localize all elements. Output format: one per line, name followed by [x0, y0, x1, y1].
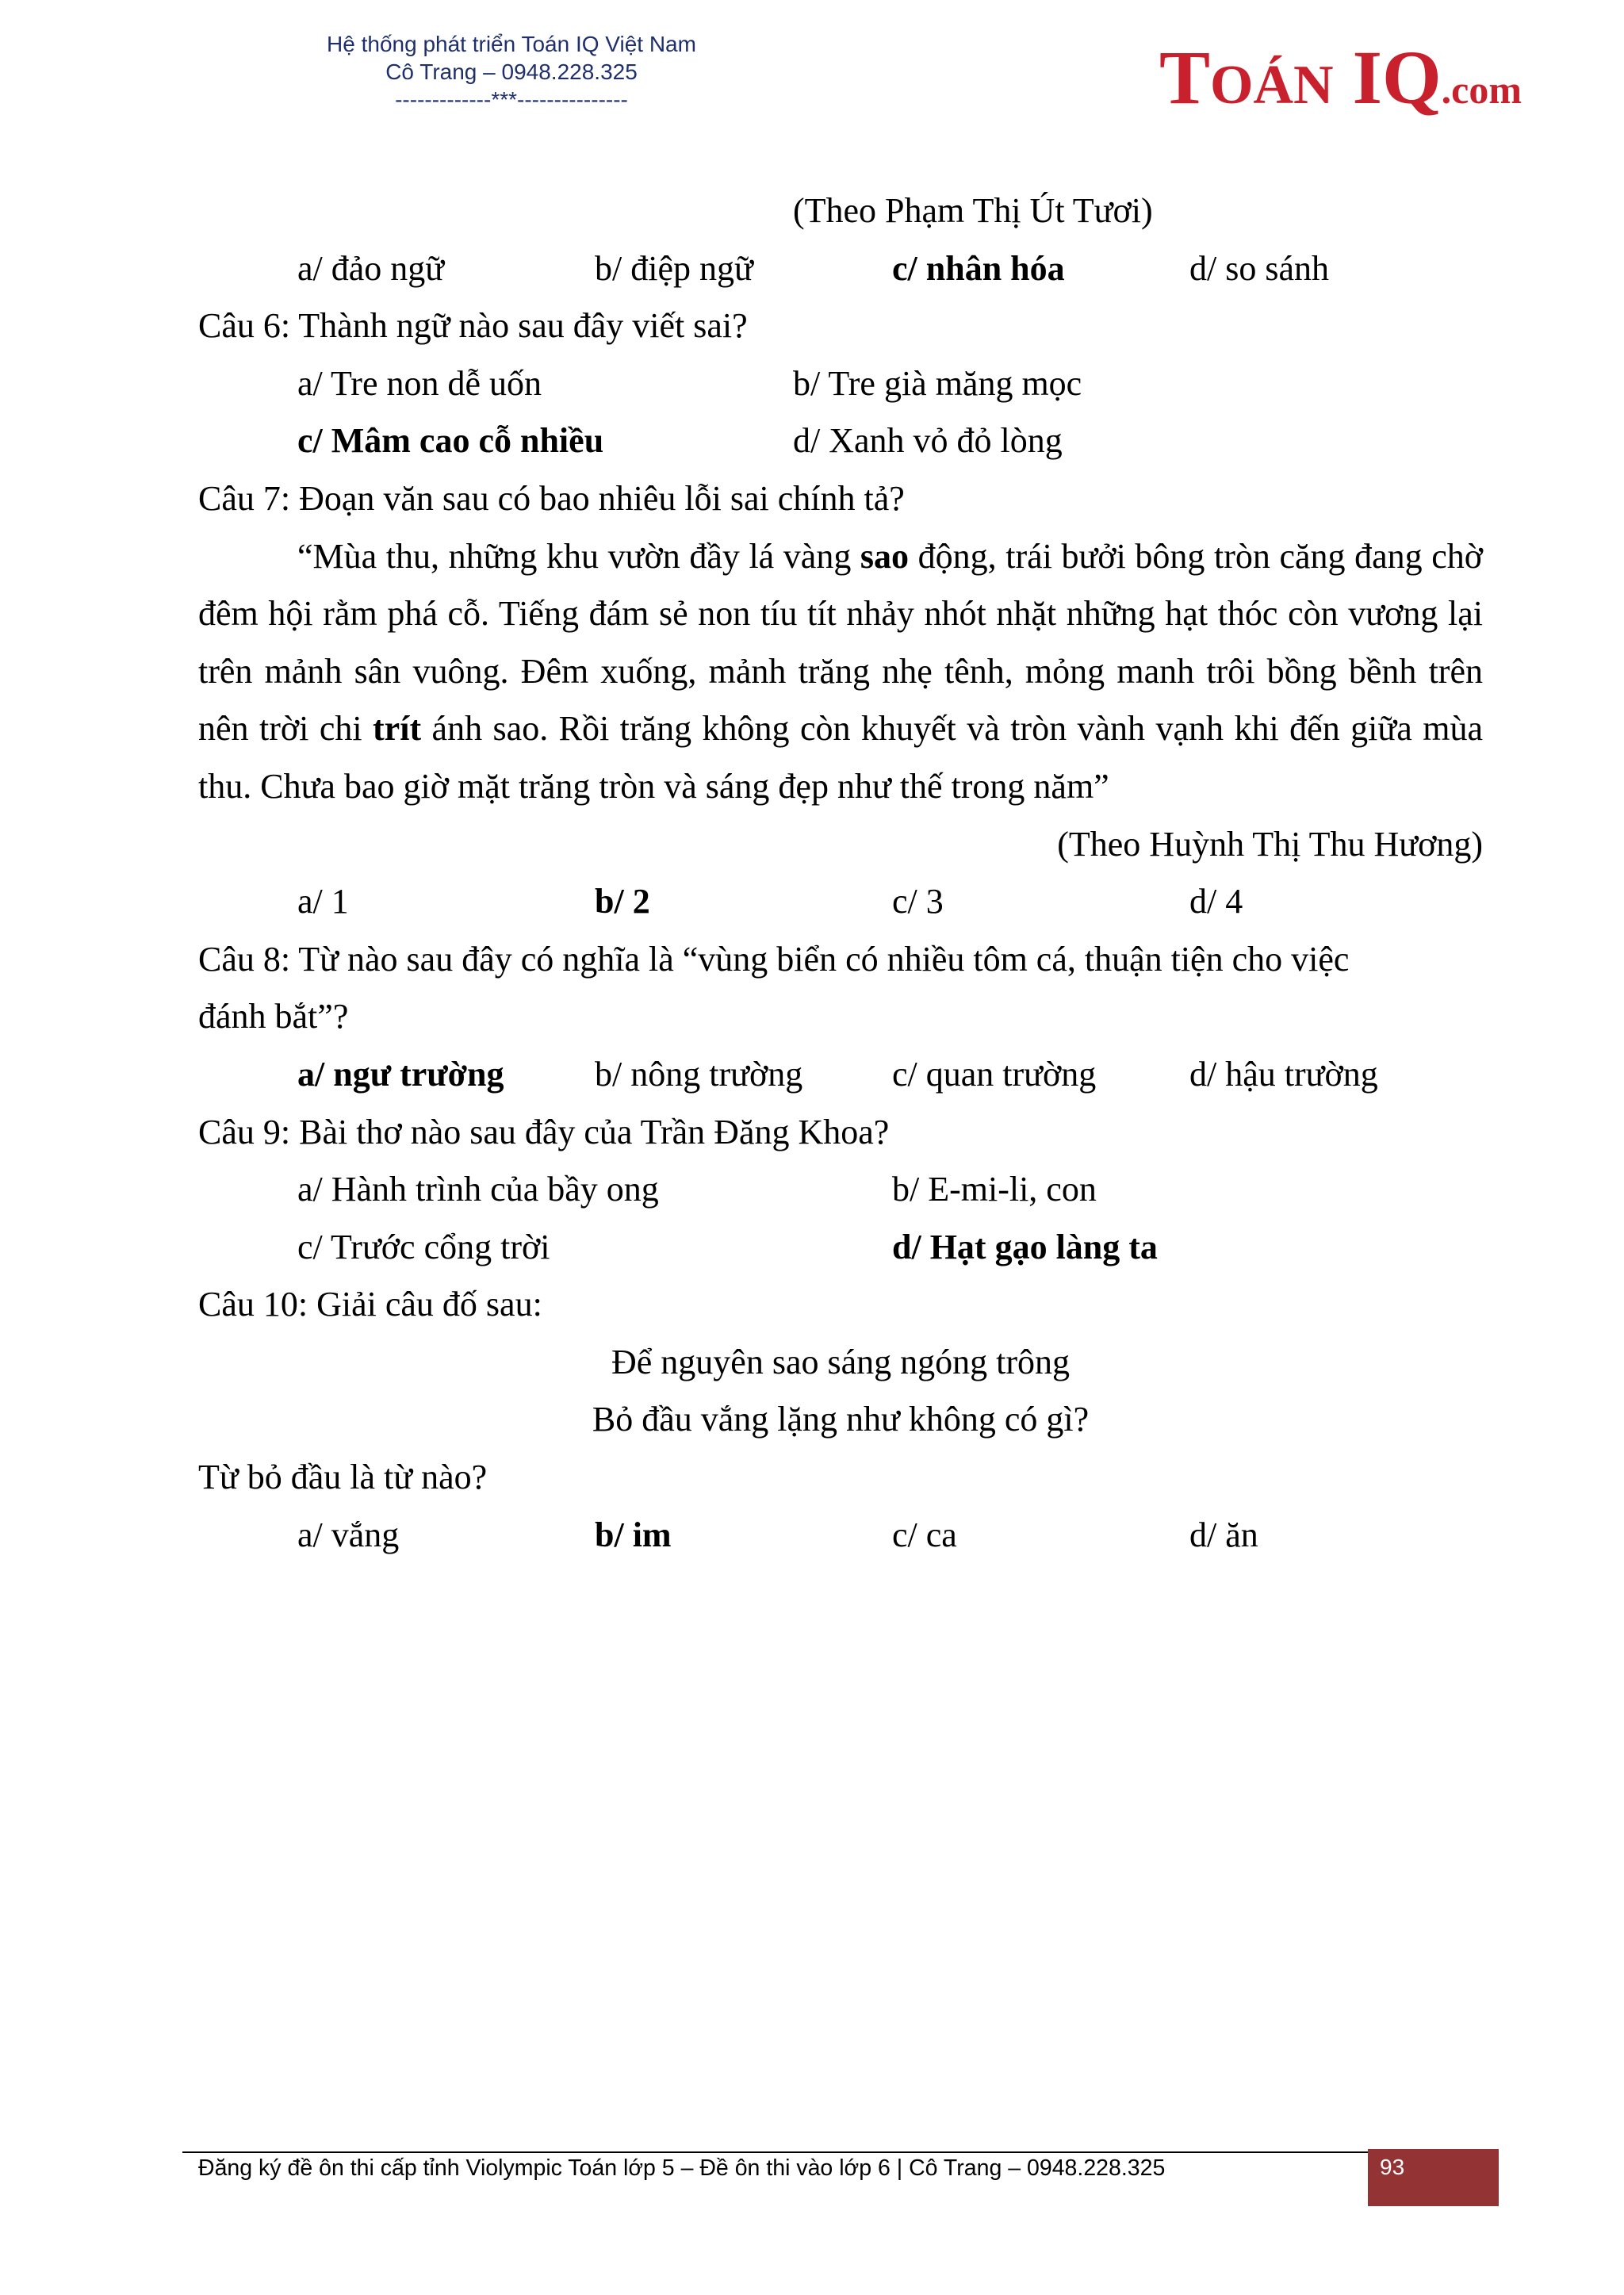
page-number: 93: [1368, 2149, 1499, 2206]
q10-question: Câu 10: Giải câu đố sau:: [198, 1285, 542, 1324]
q8-options-row: [198, 1046, 1483, 1104]
q7-attribution: (Theo Huỳnh Thị Thu Hương): [1057, 824, 1483, 864]
q10-option-c: c/ ca: [892, 1515, 957, 1554]
attribution-line: (Theo Phạm Thị Út Tươi): [793, 191, 1153, 230]
q6-option-c-answer: c/ Mâm cao cỗ nhiều: [297, 421, 604, 461]
header-line-2: Cô Trang – 0948.228.325: [385, 59, 638, 84]
q7-passage: “Mùa thu, những khu vườn đầy lá vàng sao động, trái bưởi bông tròn căng đang chờ đêm hội rằm phá cỗ. Tiếng đám sẻ non tíu tít nhảy nhót nhặt những hạt thóc còn vương lại trên mảnh sân vuông. Đêm xuống, mảnh trăng nhẹ tênh, mỏng manh trôi bồng bềnh trên nên trời chi trít ánh sao. Rồi trăng không còn khuyết và tròn vành vạnh khi đến giữa mùa thu. Chưa bao giờ mặt trăng tròn và sáng đẹp như thế trong năm”: [198, 536, 1484, 806]
q10-sub-question: Từ bỏ đầu là từ nào?: [198, 1458, 488, 1497]
riddle-line-2: Bỏ đầu vắng lặng như không có gì?: [592, 1400, 1090, 1439]
q8-option-c: c/ quan trường: [892, 1054, 1097, 1094]
q9-option-c: c/ Trước cổng trời: [297, 1227, 550, 1266]
footer-text: Đăng ký đề ôn thi cấp tỉnh Violympic Toán lớp 5 – Đề ôn thi vào lớp 6 | Cô Trang – 0948.228.325: [198, 2155, 1166, 2181]
footer-divider: [182, 2151, 1372, 2153]
q6-option-a: a/ Tre non dễ uốn: [297, 363, 542, 403]
q7-option-c: c/ 3: [892, 882, 944, 921]
q8-question-line-1: Câu 8: Từ nào sau đây có nghĩa là “vùng biển có nhiều tôm cá, thuận tiện cho việc: [198, 939, 1350, 979]
q9-option-a: a/ Hành trình của bầy ong: [297, 1170, 659, 1209]
q9-option-b: b/ E-mi-li, con: [892, 1170, 1097, 1209]
document-body: [198, 182, 1483, 1564]
q6-options-row-2: [198, 412, 1483, 470]
page-header: [285, 30, 737, 113]
q8-question-line-2: đánh bắt”?: [198, 997, 349, 1036]
q10-option-d: d/ ăn: [1189, 1515, 1258, 1554]
q10-option-a: a/ vắng: [297, 1515, 400, 1554]
error-word-sao: sao: [860, 536, 910, 576]
q6-options-row-1: [198, 355, 1483, 413]
q5-option-a: a/ đảo ngữ: [297, 248, 445, 288]
q7-option-a: a/ 1: [297, 882, 349, 921]
q9-options-row-2: [198, 1219, 1483, 1277]
q5-option-b: b/ điệp ngữ: [595, 248, 753, 288]
q10-options-row: [198, 1507, 1483, 1565]
q9-question: Câu 9: Bài thơ nào sau đây của Trần Đăng Khoa?: [198, 1112, 890, 1151]
header-line-3: -------------***---------------: [395, 87, 628, 112]
q8-option-b: b/ nông trường: [595, 1054, 803, 1094]
q5-option-d: d/ so sánh: [1189, 248, 1329, 288]
error-word-trit: trít: [373, 709, 422, 749]
q8-option-d: d/ hậu trường: [1189, 1054, 1378, 1094]
q9-options-row-1: [198, 1161, 1483, 1219]
toaniq-logo: TOÁN IQ.com: [1159, 35, 1522, 120]
q7-options-row: [198, 873, 1483, 931]
q5-option-c-answer: c/ nhân hóa: [892, 248, 1065, 288]
riddle-line-1: Để nguyên sao sáng ngóng trông: [611, 1342, 1070, 1381]
q6-question: Câu 6: Thành ngữ nào sau đây viết sai?: [198, 306, 748, 346]
q10-option-b-answer: b/ im: [595, 1515, 672, 1554]
header-line-1: Hệ thống phát triển Toán IQ Việt Nam: [327, 32, 696, 56]
q9-option-d-answer: d/ Hạt gạo làng ta: [892, 1227, 1158, 1266]
q8-option-a-answer: a/ ngư trường: [297, 1054, 504, 1094]
q6-option-b: b/ Tre già măng mọc: [793, 363, 1082, 403]
q5-options-row: [198, 240, 1483, 298]
q7-option-b-answer: b/ 2: [595, 882, 650, 921]
q6-option-d: d/ Xanh vỏ đỏ lòng: [793, 421, 1063, 461]
q7-question: Câu 7: Đoạn văn sau có bao nhiêu lỗi sai chính tả?: [198, 478, 905, 518]
q7-option-d: d/ 4: [1189, 882, 1243, 921]
